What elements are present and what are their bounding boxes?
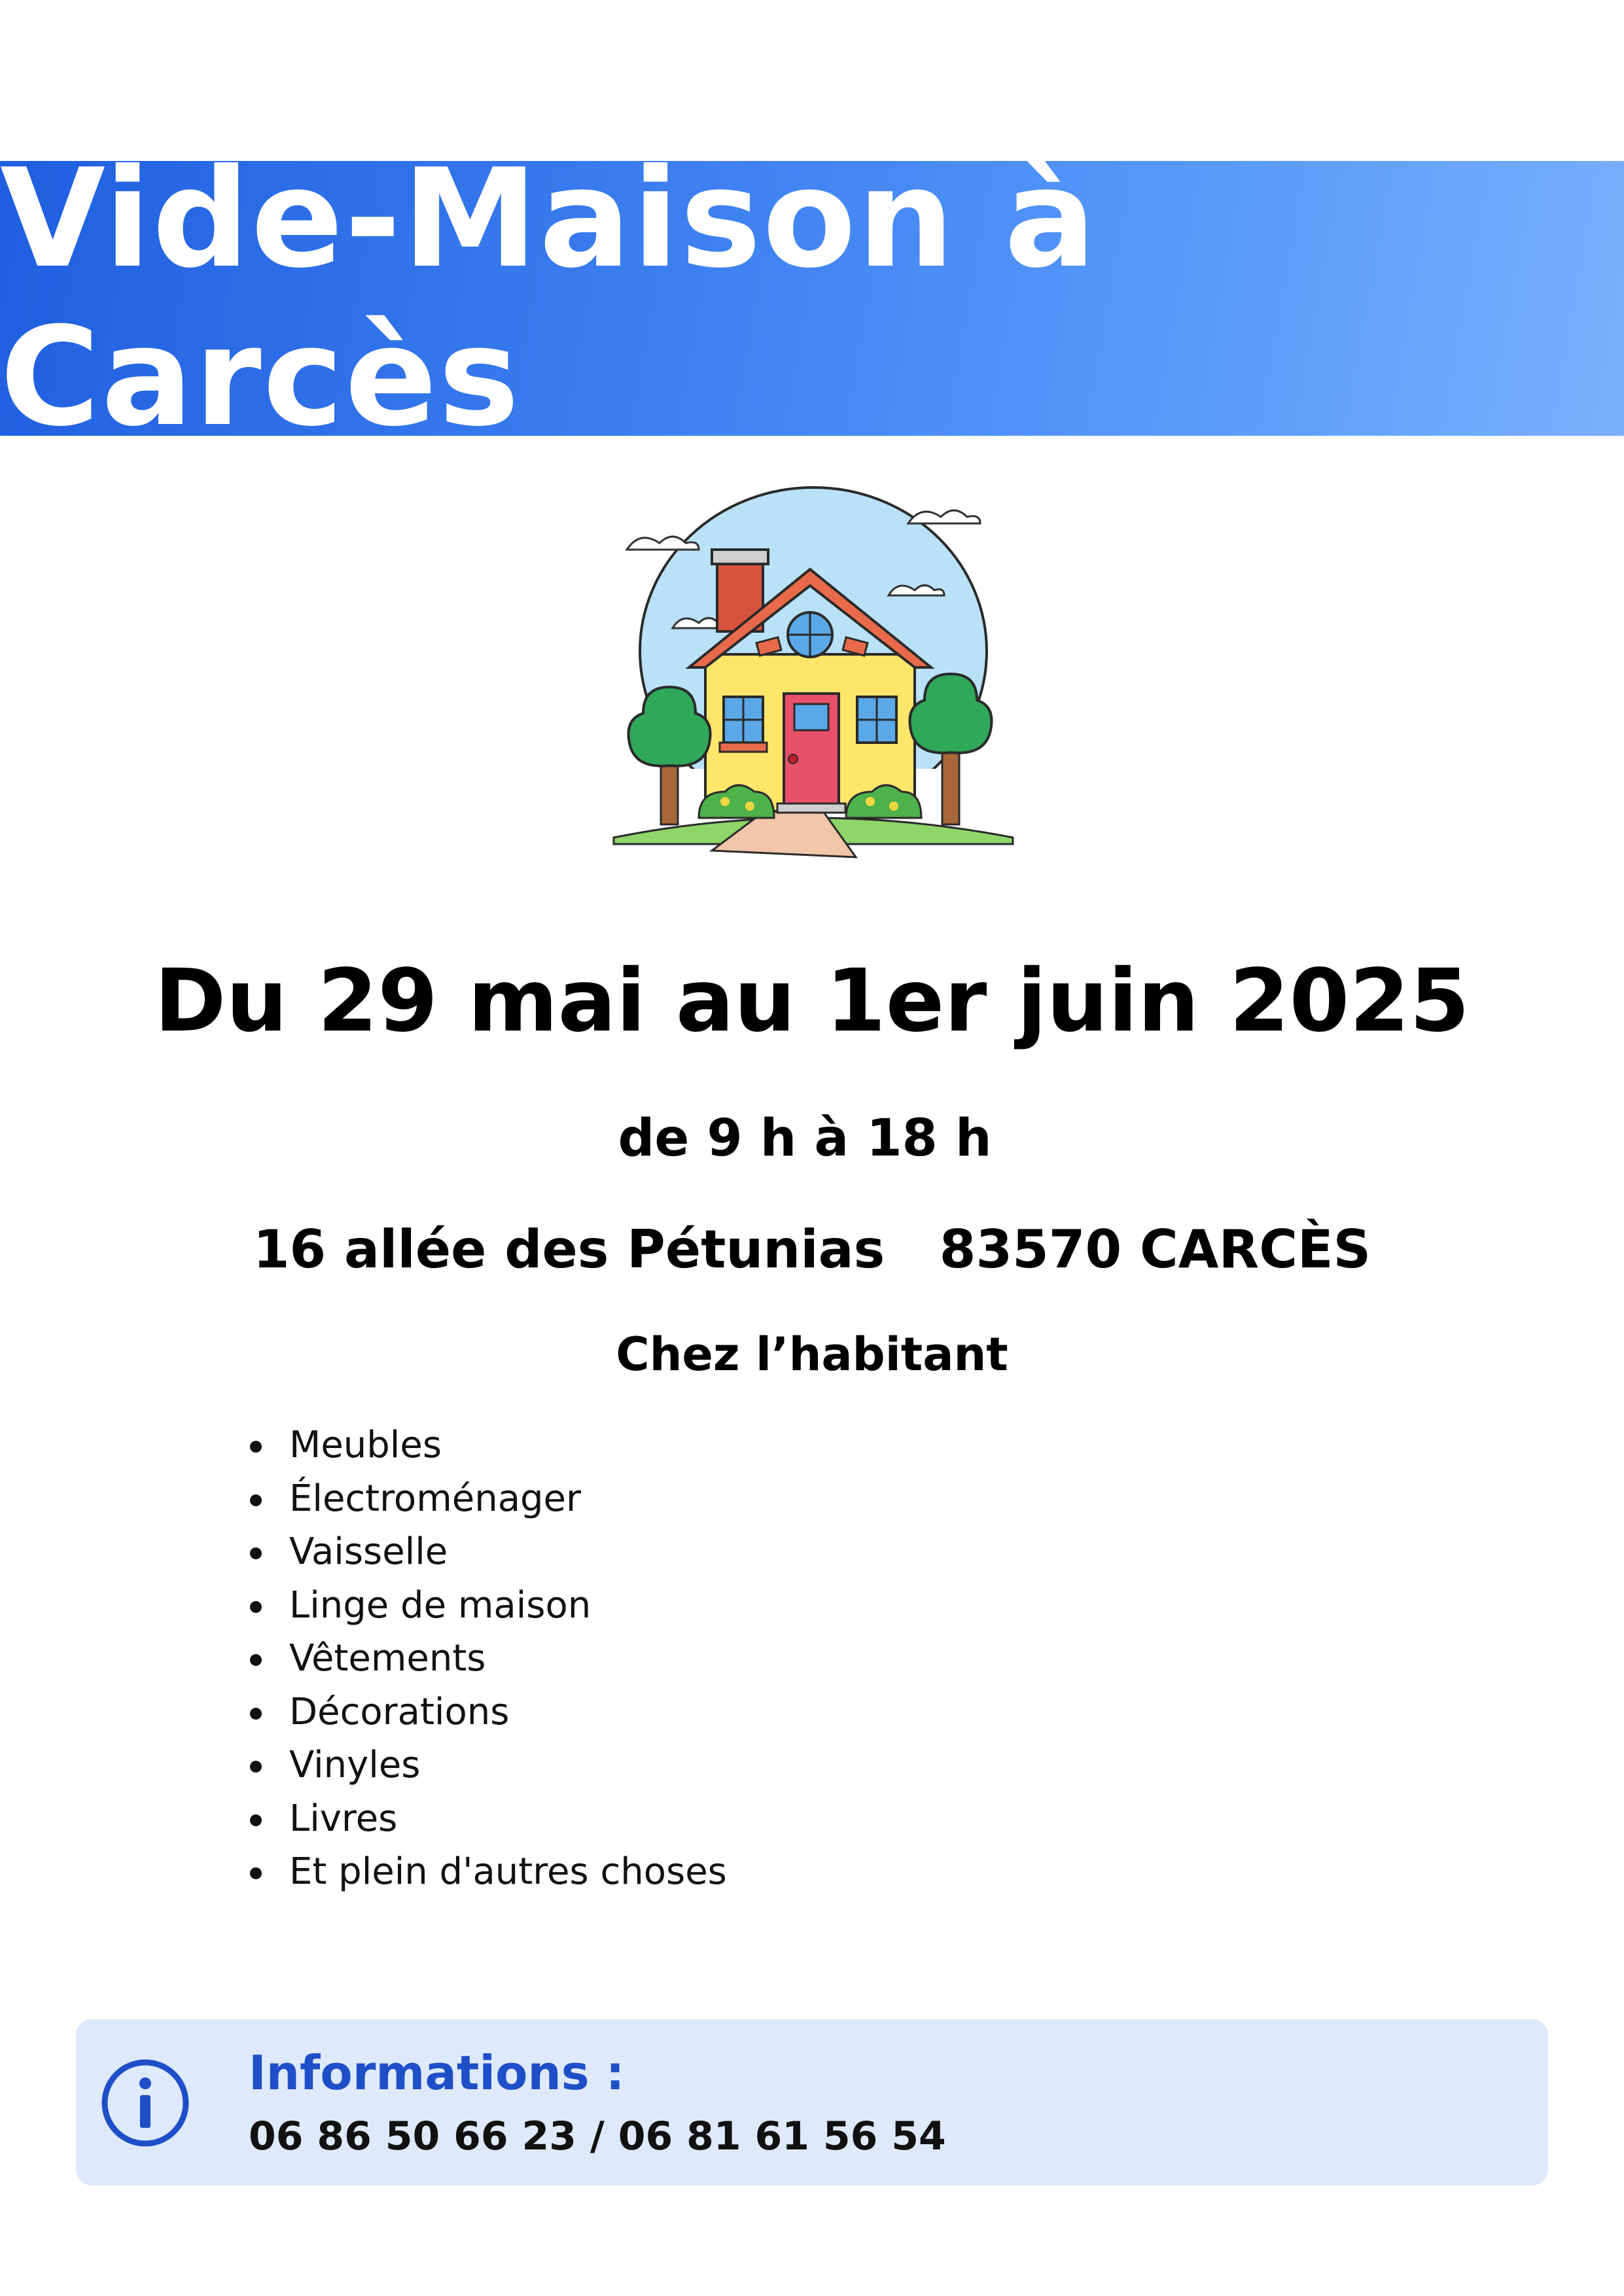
list-item: [242, 1632, 727, 1686]
event-address: 16 allée des Pétunias 83570 CARCÈS: [253, 1219, 1371, 1280]
list-item-label: Électroménager: [289, 1477, 582, 1520]
list-item: [242, 1472, 727, 1526]
bullet-icon: [250, 1547, 262, 1559]
bullet-icon: [250, 1708, 262, 1720]
list-item-label: Vinyles: [289, 1744, 421, 1786]
list-item-label: Meubles: [289, 1424, 442, 1466]
list-item-label: Livres: [289, 1797, 398, 1840]
page-title: Vide-Maison à Carcès: [0, 140, 1098, 457]
info-title: Informations :: [249, 2045, 625, 2100]
list-item: [242, 1579, 727, 1633]
location-note: Chez l’habitant: [616, 1328, 1008, 1381]
bullet-icon: [250, 1867, 262, 1879]
bullet-icon: [250, 1761, 262, 1773]
list-item: [242, 1845, 727, 1899]
list-item-label: Vaisselle: [289, 1530, 448, 1573]
list-item-label: Linge de maison: [289, 1583, 591, 1627]
items-list: [242, 1419, 727, 1899]
info-icon: [99, 2057, 191, 2149]
list-item-label: Vêtements: [289, 1637, 486, 1680]
list-item: [242, 1686, 727, 1739]
bullet-icon: [250, 1494, 262, 1506]
bullet-icon: [250, 1441, 262, 1453]
title-banner: [0, 140, 1624, 457]
list-item-label: Et plein d'autres choses: [289, 1850, 727, 1893]
bullet-icon: [250, 1654, 262, 1666]
house-illustration: [601, 471, 1019, 890]
list-item: [242, 1525, 727, 1579]
list-item: [242, 1792, 727, 1846]
event-dates: Du 29 mai au 1er juin 2025: [154, 951, 1470, 1051]
info-phone-numbers: 06 86 50 66 23 / 06 81 61 56 54: [249, 2113, 946, 2159]
list-item-label: Décorations: [289, 1690, 510, 1733]
bullet-icon: [250, 1814, 262, 1826]
bullet-icon: [250, 1601, 262, 1613]
event-hours: de 9 h à 18 h: [618, 1109, 992, 1168]
list-item: [242, 1739, 727, 1792]
list-item: [242, 1419, 727, 1472]
